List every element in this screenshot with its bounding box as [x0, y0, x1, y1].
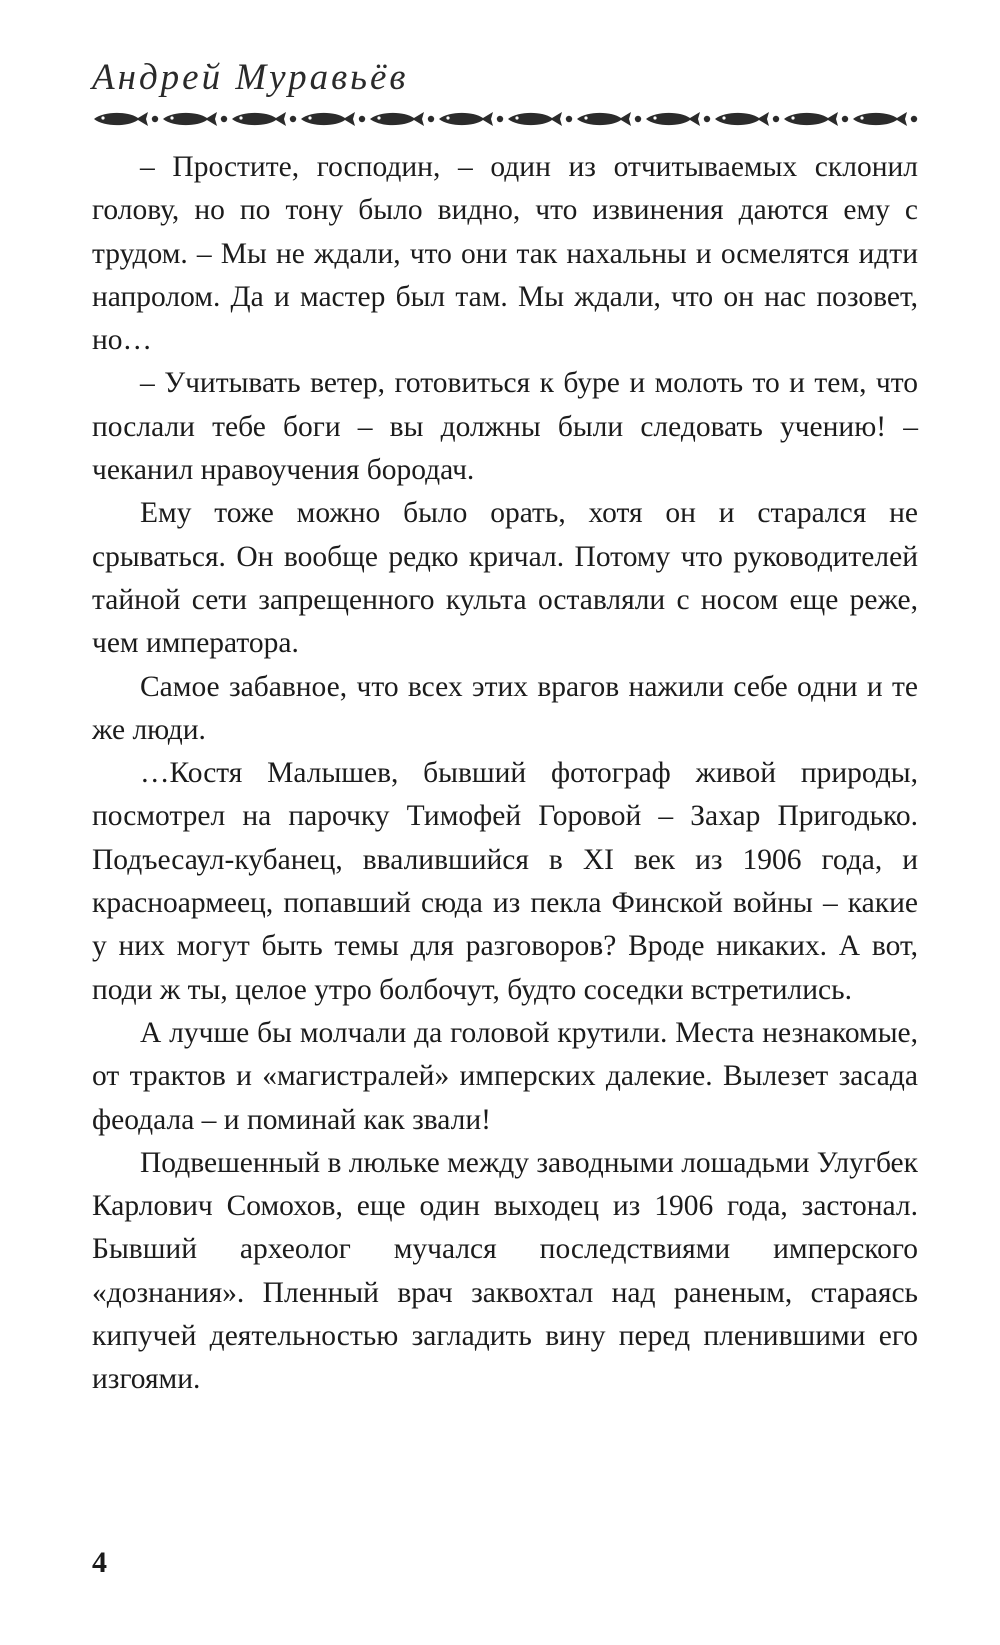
ornament-fish-eye [653, 116, 656, 119]
ornament-dot-icon [566, 116, 572, 122]
ornament-dot-icon [773, 116, 779, 122]
page-number: 4 [92, 1546, 107, 1579]
ornament-dot-icon [428, 116, 434, 122]
ornament-dot-icon [635, 116, 641, 122]
ornament-fish-eye [170, 116, 173, 119]
paragraph-3: Ему тоже можно было орать, хотя он и старался не срываться. Он вообще редко кричал. Потому что руководителей тайной сети запрещенного культа оставляли с носом еще реже, чем императора. [92, 497, 918, 660]
ornament-dot-icon [152, 116, 158, 122]
running-head-author: Андрей Муравьёв [92, 57, 409, 98]
paragraph-7: Подвешенный в люльке между заводными лошадьми Улугбек Карлович Сомохов, еще один выходец из 1906 года, застонал. Бывший археолог мучался последствиями имперского «дознания». Пленный врач заквохтал над раненым, стараясь кипучей деятельностью загладить вину перед пленившими его изгоями. [92, 1146, 918, 1396]
paragraph-1: – Простите, господин, – один из отчитываемых склонил голову, но по тону было видно, что извинения даются ему с трудом. – Мы не ждали, что они так нахальны и осмелятся идти напролом. Да и мастер был там. Мы ждали, что он нас позовет, но… [92, 151, 918, 357]
ornament-dot-icon [290, 116, 296, 122]
ornament-dot-icon [842, 116, 848, 122]
ornament-fish-eye [101, 116, 104, 119]
ornament-dot-icon [497, 116, 503, 122]
ornament-fish-eye [377, 116, 380, 119]
paragraph-2: – Учитывать ветер, готовиться к буре и молоть то и тем, что послали тебе боги – вы должны были следовать учению! – чеканил нравоучения бородач. [92, 367, 918, 487]
ornament-dot-icon [221, 116, 227, 122]
ornament-fish-eye [308, 116, 311, 119]
ornament-fish-eye [860, 116, 863, 119]
ornament-fish-eye [791, 116, 794, 119]
paragraph-5: …Костя Малышев, бывший фотограф живой природы, посмотрел на парочку Тимофей Горовой – Захар Пригодько. Подъесаул-кубанец, ввалившийся в XI век из 1906 года, и красноармеец, попавший сюда из пекла Финской войны – какие у них могут быть темы для разговоров? Вроде никаких. А вот, поди ж ты, целое утро болбочут, будто соседки встретились. [92, 757, 918, 1006]
ornament-dot-icon [704, 116, 710, 122]
paragraph-4: Самое забавное, что всех этих врагов нажили себе одни и те же люди. [92, 670, 918, 746]
decorative-ornament-rule [90, 106, 918, 132]
ornament-dot-icon [359, 116, 365, 122]
ornament-dot-icon [911, 116, 917, 122]
body-text [92, 146, 918, 1402]
ornament-fish-eye [515, 116, 518, 119]
ornament-fish-eye [239, 116, 242, 119]
ornament-fish-eye [722, 116, 725, 119]
ornament-fish-eye [446, 116, 449, 119]
paragraph-6: А лучше бы молчали да головой крутили. Места незнакомые, от трактов и «магистралей» имперских далекие. Вылезет засада феодала – и поминай как звали! [92, 1016, 918, 1136]
ornament-fish-eye [584, 116, 587, 119]
